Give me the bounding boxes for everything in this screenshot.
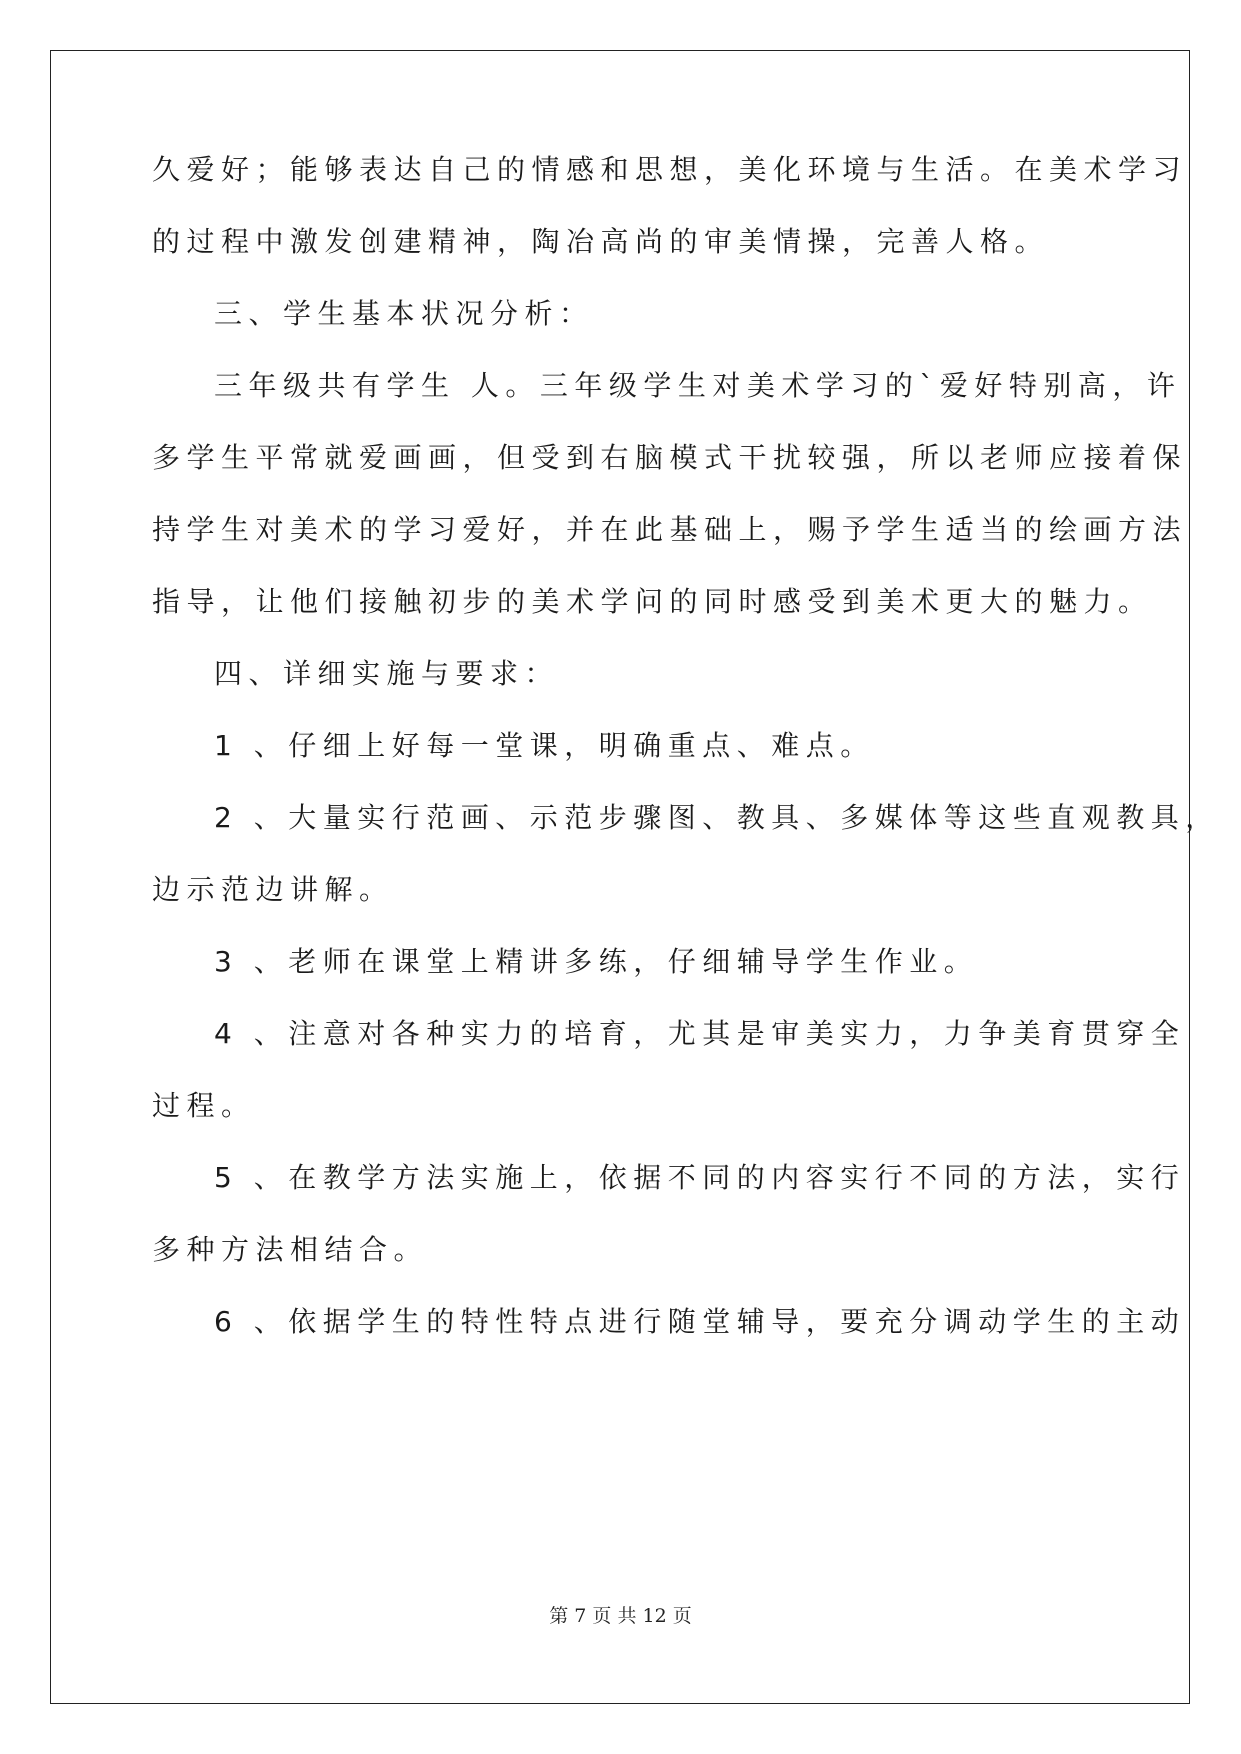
page-number-footer: 第 7 页 共 12 页: [549, 1605, 692, 1627]
body-text-line: 多学生平常就爱画画，但受到右脑模式干扰较强，所以老师应接着保: [152, 441, 1188, 474]
body-text-line: 久爱好；能够表达自己的情感和思想，美化环境与生活。在美术学习: [152, 153, 1188, 186]
list-item: 4 、注意对各种实力的培育，尤其是审美实力，力争美育贯穿全: [214, 1017, 1186, 1050]
list-item-continuation: 过程。: [152, 1089, 256, 1122]
list-item: 6 、依据学生的特性特点进行随堂辅导，要充分调动学生的主动: [214, 1305, 1186, 1338]
body-text-line: 的过程中激发创建精神，陶冶高尚的审美情操，完善人格。: [152, 225, 1050, 258]
section-heading: 四、详细实施与要求：: [214, 657, 560, 690]
list-item: 1 、仔细上好每一堂课，明确重点、难点。: [214, 729, 875, 762]
body-text-line: 指导，让他们接触初步的美术学问的同时感受到美术更大的魅力。: [152, 585, 1153, 618]
list-item: 2 、大量实行范画、示范步骤图、教具、多媒体等这些直观教具，: [214, 801, 1220, 834]
body-text-line: 持学生对美术的学习爱好，并在此基础上，赐予学生适当的绘画方法: [152, 513, 1188, 546]
body-text-line: 三年级共有学生 人。三年级学生对美术学习的`爱好特别高，许: [214, 369, 1182, 402]
list-item-continuation: 边示范边讲解。: [152, 873, 394, 906]
list-item: 3 、老师在课堂上精讲多练，仔细辅导学生作业。: [214, 945, 979, 978]
list-item: 5 、在教学方法实施上，依据不同的内容实行不同的方法，实行: [214, 1161, 1186, 1194]
list-item-continuation: 多种方法相结合。: [152, 1233, 429, 1266]
section-heading: 三、学生基本状况分析：: [214, 297, 594, 330]
